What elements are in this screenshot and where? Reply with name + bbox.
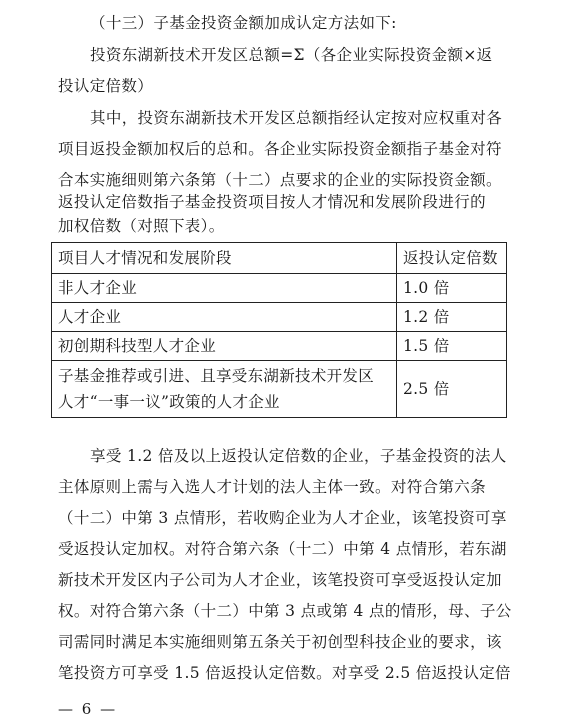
- paragraph-2-line-2: 主体原则上需与入选人才计划的法人主体一致。对符合第六条: [58, 478, 486, 496]
- table-row: [52, 332, 507, 361]
- paragraph-1-line-5: 加权倍数（对照下表）。: [58, 217, 225, 235]
- paragraph-1-line-3: 合本实施细则第六条第（十二）点要求的企业的实际投资金额。: [58, 171, 502, 189]
- table-row: [52, 303, 507, 332]
- table-cell-category: 非人才企业: [52, 274, 397, 303]
- page-number: — 6 —: [58, 700, 118, 718]
- formula-line-1: 投资东湖新技术开发区总额=Σ（各企业实际投资金额×返: [90, 46, 493, 64]
- table-cell-multiplier: 2.5 倍: [397, 361, 507, 418]
- table-cell-multiplier: 1.5 倍: [397, 332, 507, 361]
- paragraph-2-line-8: 笔投资方可享受 1.5 倍返投认定倍数。对享受 2.5 倍返投认定倍: [58, 664, 511, 682]
- table-header-category: 项目人才情况和发展阶段: [52, 243, 397, 274]
- table-cell-category: 初创期科技型人才企业: [52, 332, 397, 361]
- paragraph-1-line-4: 返投认定倍数指子基金投资项目按人才情况和发展阶段进行的: [58, 193, 486, 211]
- paragraph-2-line-6: 权。对符合第六条（十二）中第 3 点或第 4 点的情形，母、子公: [58, 602, 512, 620]
- table-cell-multiplier: 1.0 倍: [397, 274, 507, 303]
- table-cell-category: [52, 361, 397, 418]
- multiplier-table: [51, 242, 507, 418]
- table-cell-category-line-2: 人才“一事一议”政策的人才企业: [58, 393, 280, 411]
- paragraph-2-line-5: 新技术开发区内子公司为人才企业，该笔投资可享受返投认定加: [58, 571, 502, 589]
- table-header-multiplier: 返投认定倍数: [397, 243, 507, 274]
- paragraph-2-line-3: （十二）中第 3 点情形，若收购企业为人才企业，该笔投资可享: [58, 509, 507, 527]
- table-cell-category: 人才企业: [52, 303, 397, 332]
- paragraph-1-line-1: 其中，投资东湖新技术开发区总额指经认定按对应权重对各: [90, 109, 503, 127]
- table-row: [52, 274, 507, 303]
- paragraph-2-line-7: 司需同时满足本实施细则第五条关于初创型科技企业的要求，该: [58, 633, 502, 651]
- paragraph-2-line-1: 享受 1.2 倍及以上返投认定倍数的企业，子基金投资的法人: [90, 447, 507, 465]
- paragraph-1-line-2: 项目返投金额加权后的总和。各企业实际投资金额指子基金对符: [58, 140, 502, 158]
- formula-line-2: 投认定倍数）: [58, 77, 154, 95]
- table-cell-multiplier: 1.2 倍: [397, 303, 507, 332]
- table-row: [52, 361, 507, 418]
- paragraph-2-line-4: 受返投认定加权。对符合第六条（十二）中第 4 点情形，若东湖: [58, 540, 507, 558]
- section-heading: （十三）子基金投资金额加成认定方法如下:: [90, 14, 397, 32]
- table-cell-category-line-1: 子基金推荐或引进、且享受东湖新技术开发区: [58, 367, 375, 385]
- table-header-row: [52, 243, 507, 274]
